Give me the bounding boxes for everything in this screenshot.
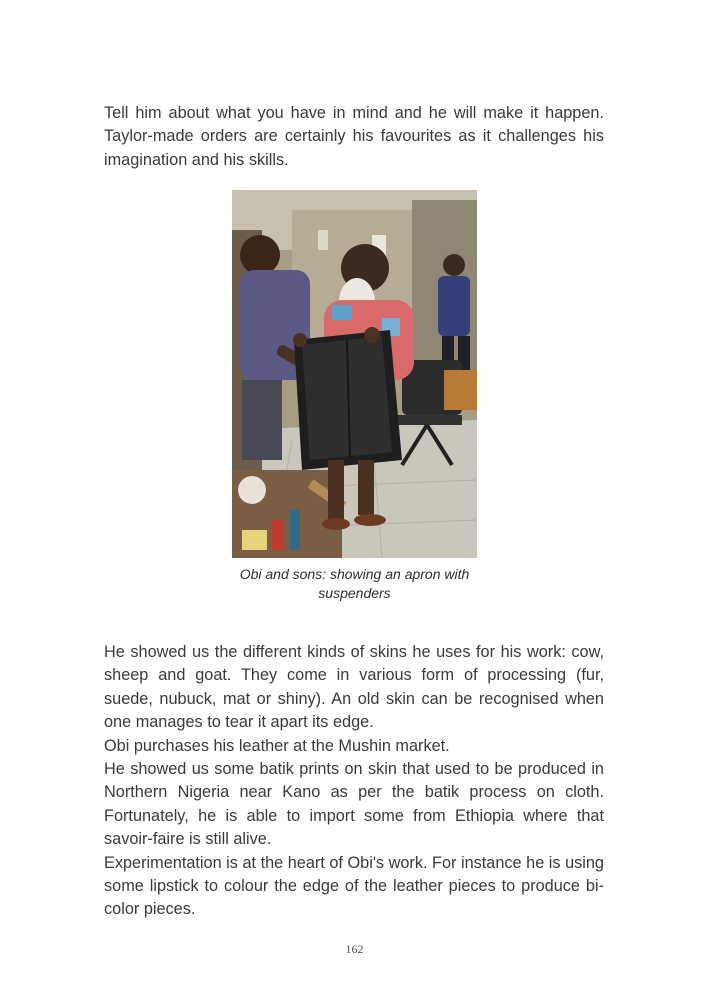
paragraph-batik: He showed us some batik prints on skin that used to be produced in Northern Nigeria near Kano as per the batik process on cloth. Fortunately, he is able to import some from Ethiopia where that savoir-faire is still alive. bbox=[104, 760, 604, 849]
page-number: 162 bbox=[345, 942, 364, 956]
photo-caption: Obi and sons: showing an apron with suspenders bbox=[239, 566, 470, 601]
paragraph-skins: He showed us the different kinds of skins he uses for his work: cow, sheep and goat. They come in various form of processing (fur, suede, nubuck, mat or shiny). An old skin can be recognised when one manages to tear it apart its edge. bbox=[104, 643, 604, 732]
intro-paragraph: Tell him about what you have in mind and he will make it happen. Taylor-made orders are certainly his favourites as it challenges his imagination and his skills. bbox=[104, 104, 604, 169]
photo-obi-and-sons bbox=[232, 190, 477, 558]
paragraph-mushin-market: Obi purchases his leather at the Mushin market. bbox=[104, 736, 450, 755]
body-text bbox=[104, 641, 604, 922]
paragraph-experimentation: Experimentation is at the heart of Obi's work. For instance he is using some lipstick to colour the edge of the leather pieces to produce bi-color pieces. bbox=[104, 853, 604, 919]
